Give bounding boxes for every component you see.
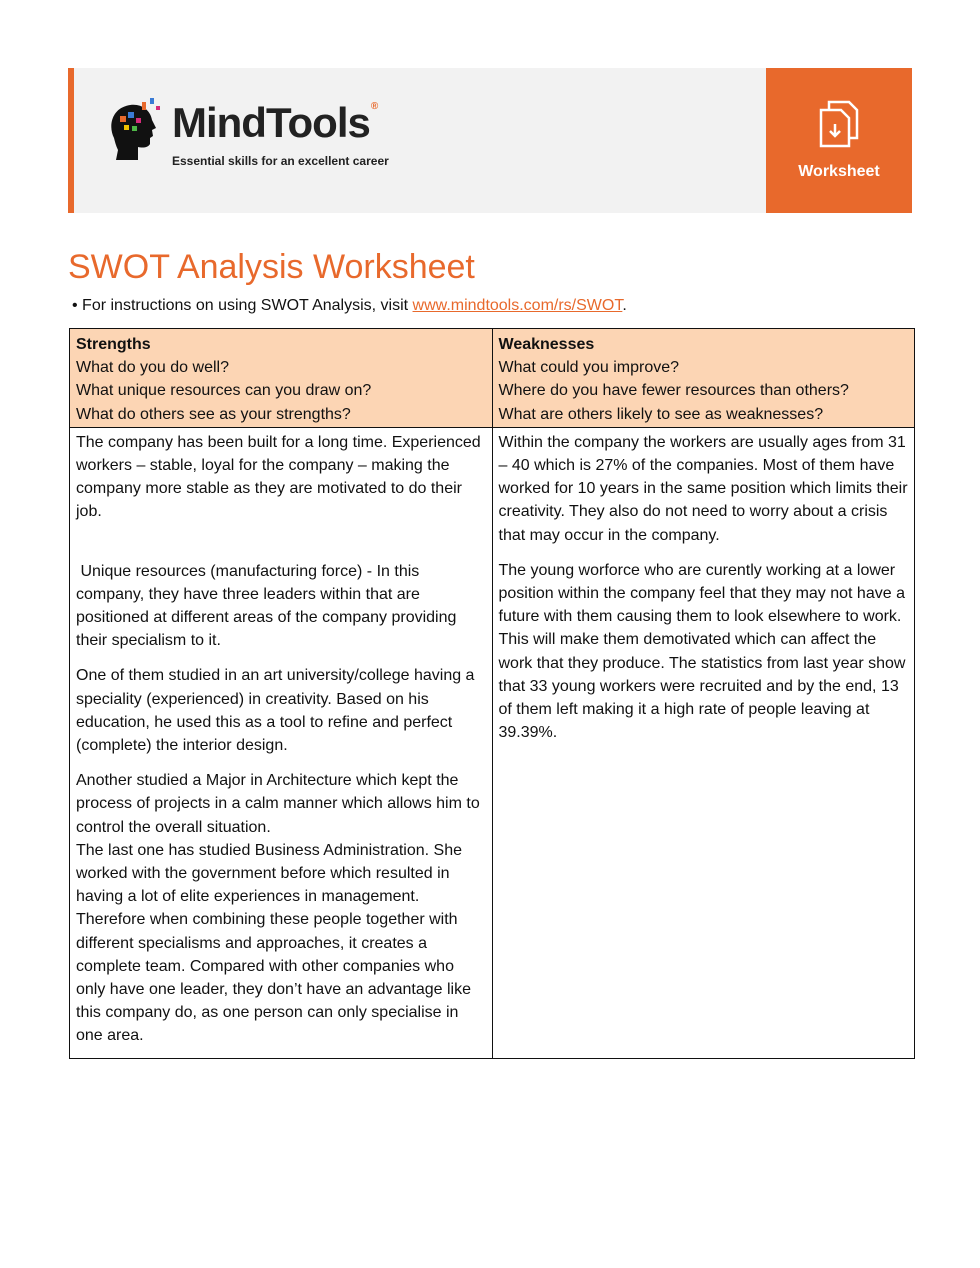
brand-name: MindTools® <box>172 99 378 146</box>
strengths-content-cell[interactable] <box>70 427 493 1058</box>
weaknesses-content-cell[interactable] <box>492 427 915 1058</box>
weaknesses-header-cell <box>492 329 915 428</box>
weaknesses-paragraph: The young worforce who are curently working at a lower position within the company feel that they may not have a future with them causing them to look elsewhere to work. This will make them demotivated which can affect the work that they produce. The statistics from last year show that 33 young workers were recruited and by the end, 13 of them left making it a high rate of people leaving at 39.39%. <box>498 561 906 742</box>
strengths-paragraph: Unique resources (manufacturing force) - In this company, they have three leaders within that are positioned at different areas of the company providing their specialism to it. <box>76 562 461 650</box>
instructions-suffix: . <box>622 297 627 314</box>
weaknesses-question: What could you improve? <box>498 359 680 377</box>
strengths-paragraph: The company has been built for a long time. Experienced workers – stable, loyal for the company – making the company more stable as they are motivated to do their job. <box>76 433 481 521</box>
swot-body-row <box>70 427 915 1058</box>
weaknesses-question: What are others likely to see as weaknesses? <box>498 405 824 423</box>
head-silhouette-icon <box>106 98 172 168</box>
swot-table <box>69 328 915 1059</box>
document-download-icon <box>819 100 859 148</box>
swot-header-row <box>70 329 915 428</box>
instructions-line <box>72 297 627 315</box>
strengths-header-cell <box>70 329 493 428</box>
strengths-paragraph: One of them studied in an art university/college having a speciality (experienced) in creativity. Based on his education, he used this as a tool to refine and perfect (complete) the interior design. <box>76 667 475 755</box>
brand-tagline: Essential skills for an excellent career <box>172 154 389 168</box>
strengths-question: What do you do well? <box>76 359 229 377</box>
weaknesses-question: Where do you have fewer resources than others? <box>498 382 849 400</box>
strengths-paragraph: Another studied a Major in Architecture which kept the process of projects in a calm manner which allows him to control the overall situation. <box>76 772 480 836</box>
page-title: SWOT Analysis Worksheet <box>68 248 475 286</box>
swot-link[interactable]: www.mindtools.com/rs/SWOT <box>412 297 623 314</box>
worksheet-header <box>68 68 912 213</box>
mindtools-logo <box>106 98 406 178</box>
badge-label: Worksheet <box>798 163 880 180</box>
strengths-paragraph: The last one has studied Business Administration. She worked with the government before which resulted in having a lot of elite experiences in management. Therefore when combining these people together with different specialisms and approaches, it creates a complete team. Compared with other companies who only have one leader, they don’t have an advantage like this company do, as one person can only specialise in one area. <box>76 841 471 1045</box>
strengths-question: What do others see as your strengths? <box>76 405 351 423</box>
strengths-label: Strengths <box>76 336 151 353</box>
strengths-question: What unique resources can you draw on? <box>76 382 372 400</box>
worksheet-badge <box>766 68 912 213</box>
weaknesses-label: Weaknesses <box>498 336 595 353</box>
weaknesses-paragraph: Within the company the workers are usually ages from 31 – 40 which is 27% of the companies. Most of them have worked for 10 years in the same position which limits their creativity. They also do not need to worry about a crisis that may occur in the company. <box>498 433 908 544</box>
instructions-text: • For instructions on using SWOT Analysis, visit <box>72 297 413 314</box>
header-accent-bar <box>68 68 74 213</box>
